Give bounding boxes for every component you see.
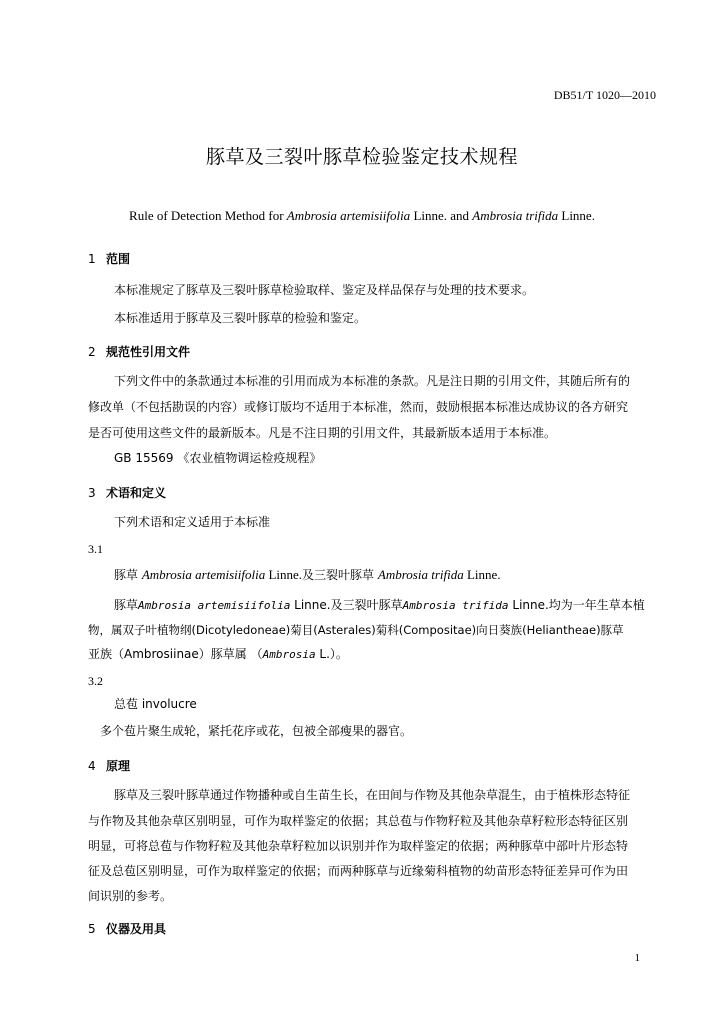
- english-title-post: Linne.: [558, 208, 595, 223]
- document-title: 豚草及三裂叶豚草检验鉴定技术规程: [205, 146, 518, 168]
- term-3-1-def-c: Linne.均为一年生草本植: [508, 598, 645, 612]
- section-2-line-2: 修改单（不包括勘误的内容）或修订版均不适用于本标准，然而，鼓励根据本标准达成协议的各方研究: [88, 400, 629, 414]
- section-1-para-2: 本标准适用于豚草及三裂叶豚草的检验和鉴定。: [114, 311, 367, 325]
- section-2-line-3: 是否可使用这些文件的最新版本。凡是不注日期的引用文件，其最新版本适用于本标准。: [88, 426, 557, 440]
- section-4-line-1: 豚草及三裂叶豚草通过作物播种或自生苗生长，在田间与作物及其他杂草混生，由于植株形态特征: [114, 788, 631, 802]
- section-2-line-1: 下列文件中的条款通过本标准的引用而成为本标准的条款。凡是注日期的引用文件，其随后所有的: [114, 374, 631, 388]
- term-3-1-author-b: Linne.: [463, 567, 501, 582]
- term-3-1-title: [114, 563, 501, 587]
- section-3-heading: [88, 484, 166, 501]
- section-2-heading: [88, 343, 190, 360]
- section-4-title: 原理: [106, 759, 131, 773]
- term-3-2-definition: 多个苞片聚生成轮，紧托花序或花，包被全部瘦果的器官。: [100, 724, 413, 738]
- term-3-1-name-a: 豚草: [114, 568, 142, 582]
- page-number: 1: [634, 952, 640, 964]
- english-title: [0, 208, 724, 224]
- section-4-heading: [88, 757, 130, 774]
- term-3-1-def-latin-a: Ambrosia artemisiifolia: [138, 599, 291, 612]
- section-5-heading: [88, 920, 166, 937]
- term-3-2-number: 3.2: [88, 674, 103, 688]
- section-4-line-2: 与作物及其他杂草区别明显，可作为取样鉴定的依据；其总苞与作物籽粒及其他杂草籽粒形态特征区别: [88, 814, 629, 828]
- standard-code: DB51/T 1020—2010: [553, 88, 656, 102]
- section-2-title: 规范性引用文件: [106, 345, 191, 359]
- section-2-reference: GB 15569 《农业植物调运检疫规程》: [114, 451, 322, 465]
- section-3-title: 术语和定义: [106, 486, 167, 500]
- term-3-1-def-line-3: [88, 643, 348, 666]
- section-4-line-3: 明显，可将总苞与作物籽粒及其他杂草籽粒加以识别并作为取样鉴定的依据；两种豚草中部叶片形态特: [88, 839, 629, 853]
- term-3-1-def-3a: 亚族（Ambrosiinae）豚草属 （: [88, 647, 263, 661]
- section-1-heading: [88, 250, 130, 267]
- english-title-mid: Linne. and: [410, 208, 473, 223]
- term-3-1-def-3b: L.）。: [315, 647, 348, 661]
- term-3-1-name-b: 及三裂叶豚草: [302, 568, 378, 582]
- term-3-1-def-line-2: 物，属双子叶植物纲(Dicotyledoneae)菊目(Asterales)菊科(Compositae)向日葵族(Heliantheae)豚草: [88, 623, 624, 637]
- section-1-para-1: 本标准规定了豚草及三裂叶豚草检验取样、鉴定及样品保存与处理的技术要求。: [114, 283, 535, 297]
- section-4-number: 4: [88, 759, 96, 773]
- section-5-number: 5: [88, 922, 96, 936]
- term-3-1-author-a: Linne.: [265, 567, 303, 582]
- section-4-line-4: 征及总苞区别明显，可作为取样鉴定的依据；而两种豚草与近缘菊科植物的幼苗形态特征差异可作为田: [88, 864, 629, 878]
- term-3-1-latin-a-wrap: [142, 567, 302, 582]
- english-title-pre: Rule of Detection Method for: [129, 208, 287, 223]
- term-3-1-latin-a: Ambrosia artemisiifolia: [141, 567, 266, 582]
- term-3-2-title: 总苞 involucre: [114, 697, 197, 711]
- term-3-1-def-3-latin: Ambrosia: [262, 648, 316, 661]
- section-3-intro: 下列术语和定义适用于本标准: [114, 515, 271, 529]
- section-5-title: 仪器及用具: [106, 922, 167, 936]
- section-2-number: 2: [88, 345, 96, 359]
- english-title-species1: Ambrosia artemisiifolia: [286, 208, 411, 223]
- term-3-1-def-line-1: [114, 594, 645, 617]
- term-3-1-latin-b: Ambrosia trifida: [377, 567, 464, 582]
- term-3-1-latin-b-wrap: [378, 567, 501, 582]
- section-1-number: 1: [88, 252, 96, 266]
- term-3-1-def-a: 豚草: [114, 598, 139, 612]
- english-title-species2: Ambrosia trifida: [472, 208, 559, 223]
- term-3-1-def-latin-b: Ambrosia trifida: [402, 599, 509, 612]
- section-4-line-5: 间识别的参考。: [88, 889, 173, 903]
- section-1-title: 范围: [106, 252, 131, 266]
- section-3-number: 3: [88, 486, 96, 500]
- term-3-1-number: 3.1: [88, 542, 103, 556]
- term-3-1-def-b: Linne.及三裂叶豚草: [290, 598, 403, 612]
